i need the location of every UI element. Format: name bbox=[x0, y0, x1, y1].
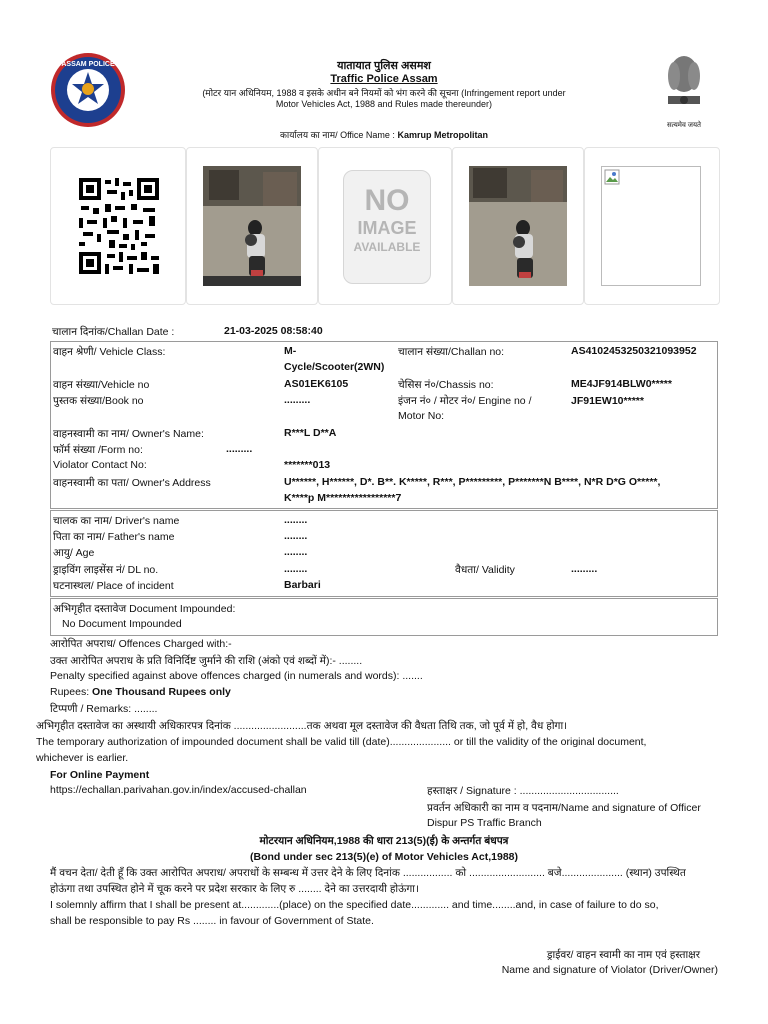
rupees-line bbox=[50, 686, 231, 698]
impound-value: No Document Impounded bbox=[62, 618, 182, 630]
engine-label-2: Motor No: bbox=[398, 410, 445, 422]
bond-hindi-2: होऊंगा तथा उपस्थित होने में चूक करने पर प्रदेश सरकार के लिए रु ........ देने का उत्तरदायी होऊंगा। bbox=[50, 883, 419, 895]
no-image-placeholder bbox=[343, 170, 431, 284]
validity-value: ......... bbox=[571, 563, 598, 575]
broken-image-icon bbox=[604, 169, 620, 185]
broken-image-card bbox=[584, 147, 720, 305]
rupees-value: One Thousand Rupees only bbox=[92, 686, 231, 698]
owner-name-label: वाहनस्वामी का नाम/ Owner's Name: bbox=[53, 428, 204, 440]
validity-label: वैधता/ Validity bbox=[455, 564, 515, 576]
header-title-en: Traffic Police Assam bbox=[330, 73, 438, 85]
form-no-value: ......... bbox=[226, 443, 253, 455]
no-image-text-3: AVAILABLE bbox=[353, 240, 421, 254]
evidence-photo-1 bbox=[203, 166, 301, 286]
online-payment-heading: For Online Payment bbox=[50, 769, 150, 781]
driver-name-value: ........ bbox=[284, 514, 308, 526]
header-subtitle-2: Motor Vehicles Act, 1988 and Rules made thereunder) bbox=[275, 99, 493, 109]
vehicle-class-value-1: M- bbox=[284, 345, 297, 357]
place-label: घटनास्थल/ Place of incident bbox=[53, 580, 174, 592]
qr-code bbox=[79, 178, 159, 274]
impound-label: अभिगृहीत दस्तावेज Document Impounded: bbox=[53, 603, 236, 615]
place-value: Barbari bbox=[284, 579, 321, 591]
challan-date-label: चालान दिनांक/Challan Date : bbox=[52, 326, 175, 338]
book-no-label: पुस्तक संख्या/Book no bbox=[53, 395, 144, 407]
vehicle-no-label: वाहन संख्या/Vehicle no bbox=[53, 379, 150, 391]
dl-label: ड्राइविंग लाइसेंस नं/ DL no. bbox=[53, 564, 159, 576]
violator-sign-en: Name and signature of Violator (Driver/Owner) bbox=[501, 964, 718, 976]
qr-card bbox=[50, 147, 186, 305]
bond-hindi-1: मैं वचन देता/ देती हूँ कि उक्त आरोपित अपराध/ अपराधों के सम्बन्ध में उत्तर देने के लिए दिनांक ................. को .......................... बजे..................... (स्थान) उपस्थित bbox=[50, 867, 686, 879]
no-image-text-1: NO bbox=[364, 184, 410, 217]
address-value-1: U******, H******, D*. B**. K*****, R***, P*********, P*******N B****, N*R D*G O*****, bbox=[284, 476, 661, 488]
authorization-en-2: whichever is earlier. bbox=[36, 752, 129, 764]
no-image-text-2: IMAGE bbox=[357, 218, 417, 238]
national-emblem bbox=[660, 52, 708, 114]
vehicle-no-value: AS01EK6105 bbox=[284, 378, 349, 390]
office-name: कार्यालय का नाम/ Office Name : Kamrup Metropolitan bbox=[280, 130, 488, 140]
evidence-photo-card-1 bbox=[186, 147, 318, 305]
bond-heading-hindi: मोटरयान अधिनियम,1988 की धारा 213(5)(ई) के अन्तर्गत बंधपत्र bbox=[259, 835, 509, 847]
officer-name-value: Dispur PS Traffic Branch bbox=[427, 817, 542, 829]
bond-en-1: I solemnly affirm that I shall be present at.............(place) on the specified date............. and time........and, in case of failure to do so, bbox=[50, 899, 659, 911]
challan-date-value: 21-03-2025 08:58:40 bbox=[224, 325, 323, 337]
vehicle-class-value-2: Cycle/Scooter(2WN) bbox=[284, 361, 385, 373]
owner-name-value: R***L D**A bbox=[284, 427, 337, 439]
header-subtitle-1: (मोटर यान अधिनियम, 1988 व इसके अधीन बने नियमों को भंग करने की सूचना (Infringement report under bbox=[202, 88, 566, 98]
evidence-photo-2 bbox=[469, 166, 567, 286]
penalty-en: Penalty specified against above offences charged (in numerals and words): ....... bbox=[50, 670, 423, 682]
broken-image bbox=[601, 166, 701, 286]
vehicle-class-label: वाहन श्रेणी/ Vehicle Class: bbox=[53, 346, 166, 358]
offences-charged-label: आरोपित अपराध/ Offences Charged with:- bbox=[50, 638, 232, 650]
svg-text:ASSAM POLICE: ASSAM POLICE bbox=[61, 61, 115, 68]
evidence-photo-card-2 bbox=[452, 147, 584, 305]
driver-name-label: चालक का नाम/ Driver's name bbox=[53, 515, 180, 527]
emblem-caption: सत्यमेव जयते bbox=[666, 122, 702, 129]
penalty-hindi: उक्त आरोपित अपराध के प्रति विनिर्दिष्ट जुर्माने की राशि (अंको एवं शब्दों में):- ........ bbox=[50, 655, 363, 667]
officer-name-label: प्रवर्तन अधिकारी का नाम व पदनाम/Name and signature of Officer bbox=[427, 802, 701, 814]
header-title-hindi: यातायात पुलिस असमश bbox=[337, 60, 431, 72]
address-value-2: K****p M*****************7 bbox=[284, 492, 402, 504]
rupees-label: Rupees: bbox=[50, 686, 93, 698]
father-name-value: ........ bbox=[284, 530, 308, 542]
chassis-label: चेसिस नं०/Chassis no: bbox=[398, 379, 494, 391]
address-label: वाहनस्वामी का पता/ Owner's Address bbox=[53, 477, 211, 489]
police-logo bbox=[50, 52, 126, 128]
remarks: टिप्पणी / Remarks: ........ bbox=[50, 703, 158, 715]
dl-value: ........ bbox=[284, 563, 308, 575]
age-label: आयु/ Age bbox=[53, 547, 95, 559]
chassis-value: ME4JF914BLW0***** bbox=[571, 378, 672, 390]
father-name-label: पिता का नाम/ Father's name bbox=[53, 531, 175, 543]
authorization-hindi: अभिगृहीत दस्तावेज का अस्थायी अधिकारपत्र दिनांक .........................तक अथवा मूल दस्तावेज की वैधता तिथि तक, जो पूर्व में हो, वैध होगा। bbox=[36, 720, 568, 732]
engine-value: JF91EW10***** bbox=[571, 395, 644, 407]
authorization-en-1: The temporary authorization of impounded document shall be valid till (date)..................... or till the validity of the original document, bbox=[36, 736, 647, 748]
officer-signature: हस्ताक्षर / Signature : .................................. bbox=[427, 785, 619, 797]
age-value: ........ bbox=[284, 546, 308, 558]
violator-sign-hindi: ड्राईवर/ वाहन स्वामी का नाम एवं हस्ताक्षर bbox=[546, 949, 700, 961]
engine-label-1: इंजन नं० / मोटर नं०/ Engine no / bbox=[398, 395, 532, 407]
form-no-label: फॉर्म संख्या /Form no: bbox=[53, 444, 143, 456]
challan-no-label: चालान संख्या/Challan no: bbox=[398, 346, 505, 358]
book-no-value: ......... bbox=[284, 394, 311, 406]
bond-en-2: shall be responsible to pay Rs ........ in favour of Government of State. bbox=[50, 915, 374, 927]
bond-heading-en: (Bond under sec 213(5)(e) of Motor Vehicles Act,1988) bbox=[249, 851, 518, 863]
payment-url[interactable]: https://echallan.parivahan.gov.in/index/accused-challan bbox=[50, 784, 307, 796]
contact-label: Violator Contact No: bbox=[53, 459, 147, 471]
contact-value: *******013 bbox=[284, 459, 331, 471]
no-image-card bbox=[318, 147, 452, 305]
challan-no-value: AS4102453250321093952 bbox=[571, 345, 697, 357]
